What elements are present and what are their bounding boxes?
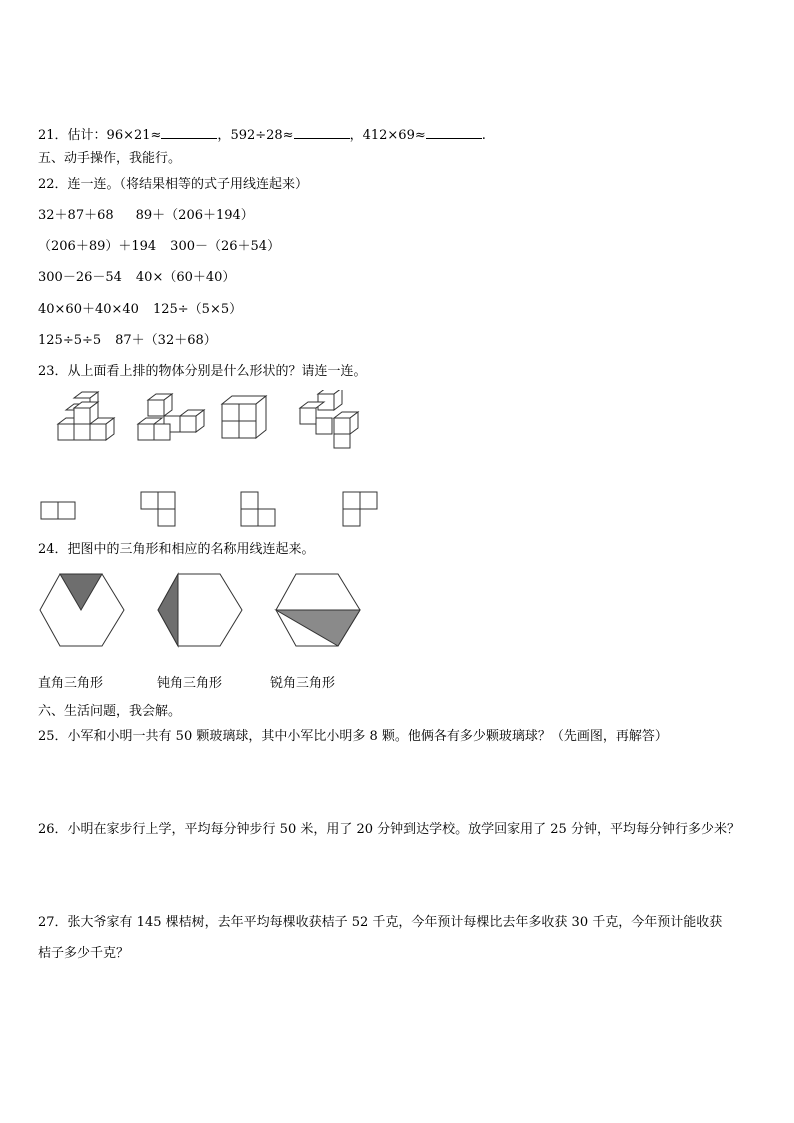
q22-row [38,239,280,255]
hexagons-row [38,572,368,652]
question-23-title: 23．从上面看上排的物体分别是什么形状的？请连一连。 [38,364,367,379]
q21-end: . [481,128,486,143]
top-view-shapes-row [38,490,398,530]
cube-figure-4 [300,390,358,448]
q22-left-expr: （206＋89）＋194 [38,239,157,254]
q21-sep-1: ， [217,128,231,143]
hexagon-acute-triangle [276,574,360,646]
q22-right-expr: 300－（26＋54） [170,239,281,254]
top-view-3 [241,492,275,526]
q22-right-expr: 40×（60＋40） [135,270,236,285]
answer-blank-3[interactable] [426,126,482,139]
q22-right-expr: 89＋（206＋194） [135,208,254,223]
q22-right-expr: 125÷（5×5） [152,302,243,317]
obtuse-triangle-shaded [158,574,178,646]
q22-right-expr: 87＋（32＋68） [115,333,217,348]
q22-row [38,302,242,318]
cube-figure-3 [222,396,266,438]
q22-row [38,208,254,224]
cube-figure-1 [58,392,114,440]
label-obtuse-triangle: 钝角三角形 [157,676,223,691]
q21-expr-2: 592÷28≈ [230,128,294,143]
answer-blank-1[interactable] [161,126,217,139]
q22-left-expr: 40×60＋40×40 [38,302,139,317]
question-27-line-2: 桔子多少千克？ [38,946,130,961]
answer-blank-2[interactable] [294,126,350,139]
cube-figures-row [50,390,410,450]
q22-row [38,333,217,349]
question-25: 25．小军和小明一共有 50 颗玻璃球，其中小军比小明多 8 颗。他俩各有多少颗玻璃球？（先画图，再解答） [38,729,668,744]
question-27-line-1: 27．张大爷家有 145 棵桔树，去年平均每棵收获桔子 52 千克，今年预计每棵比去年多收获 30 千克，今年预计能收获 [38,915,723,930]
top-view-4 [343,492,377,526]
q22-left-expr: 300－26－54 [38,270,122,285]
question-26: 26．小明在家步行上学，平均每分钟步行 50 米，用了 20 分钟到达学校。放学回家用了 25 分钟，平均每分钟行多少米？ [38,822,740,837]
hexagon-obtuse-triangle [158,574,242,646]
section-5-heading: 五、动手操作，我能行。 [38,151,182,166]
q21-sep-2: ， [349,128,363,143]
label-right-triangle: 直角三角形 [38,676,104,691]
question-21 [38,126,486,144]
q21-expr-1: 96×21≈ [106,128,162,143]
q21-prefix: 21．估计： [38,128,107,143]
cube-figure-2 [138,394,204,440]
q21-expr-3: 412×69≈ [362,128,426,143]
top-view-2 [141,492,175,526]
q22-row [38,270,235,286]
label-acute-triangle: 锐角三角形 [270,676,336,691]
q22-left-expr: 125÷5÷5 [38,333,102,348]
question-22-title: 22．连一连。（将结果相等的式子用线连起来） [38,177,309,192]
section-6-heading: 六、生活问题，我会解。 [38,704,182,719]
top-view-1 [41,502,75,519]
hexagon-right-triangle [40,574,124,646]
q22-left-expr: 32＋87＋68 [38,208,114,223]
question-24-title: 24．把图中的三角形和相应的名称用线连起来。 [38,542,315,557]
